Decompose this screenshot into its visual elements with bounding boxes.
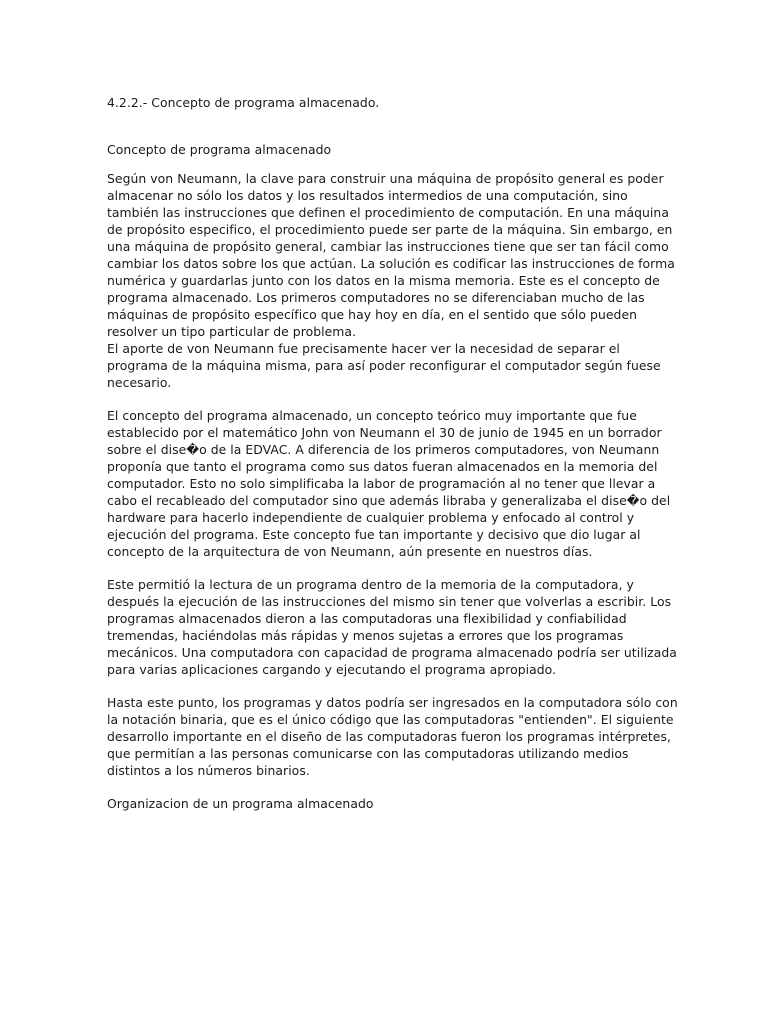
closing-heading: Organizacion de un programa almacenado xyxy=(107,796,374,811)
document-body xyxy=(107,94,679,812)
paragraph: El aporte de von Neumann fue precisamente hacer ver la necesidad de separar el programa de la máquina misma, para así poder reconfigurar el computador según fuese necesario. xyxy=(107,341,661,390)
paragraph: Este permitió la lectura de un programa dentro de la memoria de la computadora, y después la ejecución de las instrucciones del mismo sin tener que volverlas a escribir. Los programas almacenados dieron a las computadoras una flexibilidad y confiabilidad tremendas, haciéndolas más rápidas y menos sujetas a errores que los programas mecánicos. Una computadora con capacidad de programa almacenado podría ser utilizada para varias aplicaciones cargando y ejecutando el programa apropiado. xyxy=(107,577,677,677)
paragraph: El concepto del programa almacenado, un concepto teórico muy importante que fue establecido por el matemático John von Neumann el 30 de junio de 1945 en un borrador sobre el dise�o de la EDVAC. A diferencia de los primeros computadores, von Neumann proponía que tanto el programa como sus datos fueran almacenados en la memoria del computador. Esto no solo simplificaba la labor de programación al no tener que llevar a cabo el recableado del computador sino que además libraba y generalizaba el dise�o del hardware para hacerlo independiente de cualquier problema y enfocado al control y ejecución del programa. Este concepto fue tan importante y decisivo que dio lugar al concepto de la arquitectura de von Neumann, aún presente en nuestros días. xyxy=(107,408,671,559)
paragraph: Según von Neumann, la clave para construir una máquina de propósito general es poder almacenar no sólo los datos y los resultados intermedios de una computación, sino también las instrucciones que definen el procedimiento de computación. En una máquina de propósito especifico, el procedimiento puede ser parte de la máquina. Sin embargo, en una máquina de propósito general, cambiar las instrucciones tiene que ser tan fácil como cambiar los datos sobre los que actúan. La solución es codificar las instrucciones de forma numérica y guardarlas junto con los datos en la misma memoria. Este es el concepto de programa almacenado. Los primeros computadores no se diferenciaban mucho de las máquinas de propósito específico que hay hoy en día, en el sentido que sólo pueden resolver un tipo particular de problema. xyxy=(107,171,675,339)
subsection-heading: Concepto de programa almacenado xyxy=(107,142,332,157)
paragraph: Hasta este punto, los programas y datos podría ser ingresados en la computadora sólo con la notación binaria, que es el único código que las computadoras "entienden". El siguiente desarrollo importante en el diseño de las computadoras fueron los programas intérpretes, que permitían a las personas comunicarse con las computadoras utilizando medios distintos a los números binarios. xyxy=(107,695,678,778)
section-title: 4.2.2.- Concepto de programa almacenado. xyxy=(107,95,380,110)
